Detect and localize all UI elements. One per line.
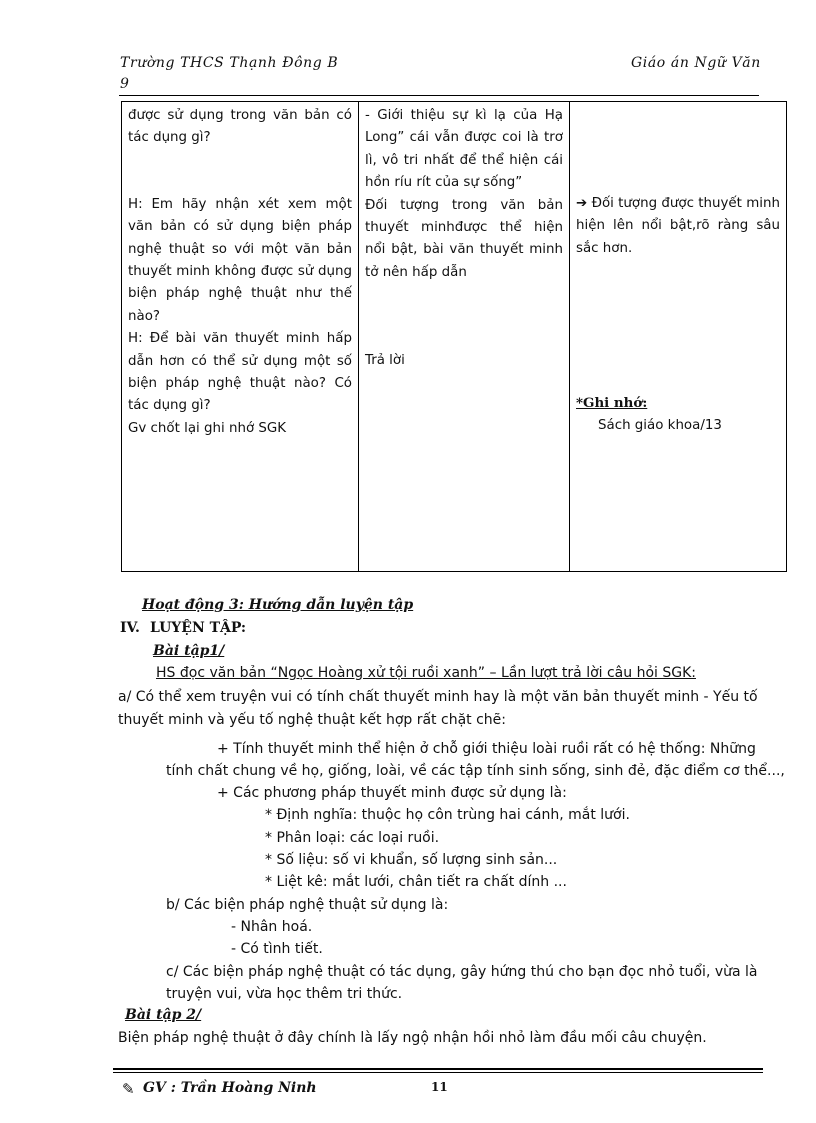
pen-icon: ✎	[122, 1080, 135, 1098]
answer-reply: Trả lời	[365, 353, 405, 369]
teacher-name: GV : Trần Hoàng Ninh	[143, 1080, 317, 1096]
part-c-line-2: truyện vui, vừa học thêm tri thức.	[166, 986, 403, 1002]
question-compare: H: Em hãy nhận xét xem một văn bản có sử dụng biện pháp nghệ thuật so với một văn bản thuyết minh không được sử dụng biện pháp nghệ thuật như thế nào?	[128, 196, 352, 324]
part-a-line-2: thuyết minh và yếu tố nghệ thuật kết hợp rất chặt chẽ:	[118, 712, 506, 728]
question-techniques: H: Để bài văn thuyết minh hấp dẫn hơn có thể sử dụng một số biện pháp nghệ thuật nào? Có tác dụng gì?	[128, 331, 352, 414]
technique-personification: - Nhân hoá.	[231, 919, 313, 935]
teacher-questions-cell	[122, 102, 359, 572]
section-number: IV.	[120, 620, 140, 636]
grade-number: 9	[120, 76, 130, 92]
part-a-line-1: a/ Có thể xem truyện vui có tính chất thuyết minh hay là một văn bản thuyết minh - Yếu tố	[118, 689, 758, 705]
part-b-title: b/ Các biện pháp nghệ thuật sử dụng là:	[166, 897, 449, 913]
page-number: 11	[431, 1080, 448, 1094]
method-definition: * Định nghĩa: thuộc họ côn trùng hai cánh, mắt lưới.	[265, 807, 630, 823]
point-1-line-1: + Tính thuyết minh thể hiện ở chỗ giới thiệu loài ruồi rất có hệ thống: Những	[217, 741, 756, 757]
point-1-line-2: tính chất chung về họ, giống, loài, về các tập tính sinh sống, sinh đẻ, đặc điểm cơ thể...,	[166, 763, 785, 779]
subject-name: Giáo án Ngữ Văn	[631, 55, 761, 71]
note-label: *Ghi nhớ:	[576, 395, 648, 412]
content-cell	[570, 102, 787, 572]
lesson-table	[121, 101, 787, 572]
footer-rule-top	[113, 1068, 763, 1070]
part-c-line-1: c/ Các biện pháp nghệ thuật có tác dụng, gây hứng thú cho bạn đọc nhỏ tuổi, vừa là	[166, 964, 758, 980]
school-name: Trường THCS Thạnh Đông B	[120, 55, 339, 71]
teacher-summary: Gv chốt lại ghi nhớ SGK	[128, 420, 287, 436]
question-effect: được sử dụng trong văn bản có tác dụng gì?	[128, 108, 352, 146]
method-listing: * Liệt kê: mắt lưới, chân tiết ra chất dính ...	[265, 874, 567, 890]
method-statistics: * Số liệu: số vi khuẩn, số lượng sinh sản...	[265, 852, 558, 868]
exercise-1-task: HS đọc văn bản “Ngọc Hoàng xử tội ruồi xanh” – Lần lượt trả lời câu hỏi SGK:	[156, 665, 696, 681]
answer-halong: - Giới thiệu sự kì lạ của Hạ Long” cái vẫn được coi là trơ lì, vô tri nhất để thể hiện cái hồn ríu rít của sự sống”	[365, 108, 563, 191]
header-rule	[119, 95, 759, 96]
right-arrow-icon: ➔	[576, 196, 588, 211]
exercise-1-title: Bài tập1/	[153, 643, 225, 659]
technique-plot: - Có tình tiết.	[231, 941, 323, 957]
method-classification: * Phân loại: các loại ruồi.	[265, 830, 440, 846]
note-text: Sách giáo khoa/13	[598, 417, 722, 433]
footer-rule-bottom	[113, 1072, 763, 1073]
section-title: LUYỆN TẬP:	[150, 620, 247, 636]
exercise-2-title: Bài tập 2/	[125, 1007, 202, 1023]
point-2: + Các phương pháp thuyết minh được sử dụng là:	[217, 785, 567, 801]
student-answers-cell	[359, 102, 570, 572]
activity-title: Hoạt động 3: Hướng dẫn luyện tập	[142, 597, 414, 613]
exercise-2-text: Biện pháp nghệ thuật ở đây chính là lấy ngộ nhận hồi nhỏ làm đầu mối câu chuyện.	[118, 1030, 707, 1046]
answer-object: Đối tượng trong văn bản thuyết minhđược thể hiện nổi bật, bài văn thuyết minh tở nên hấp dẫn	[365, 197, 563, 280]
conclusion-text: ➔ Đối tượng được thuyết minh hiện lên nổi bật,rõ ràng sâu sắc hơn.	[576, 196, 780, 256]
